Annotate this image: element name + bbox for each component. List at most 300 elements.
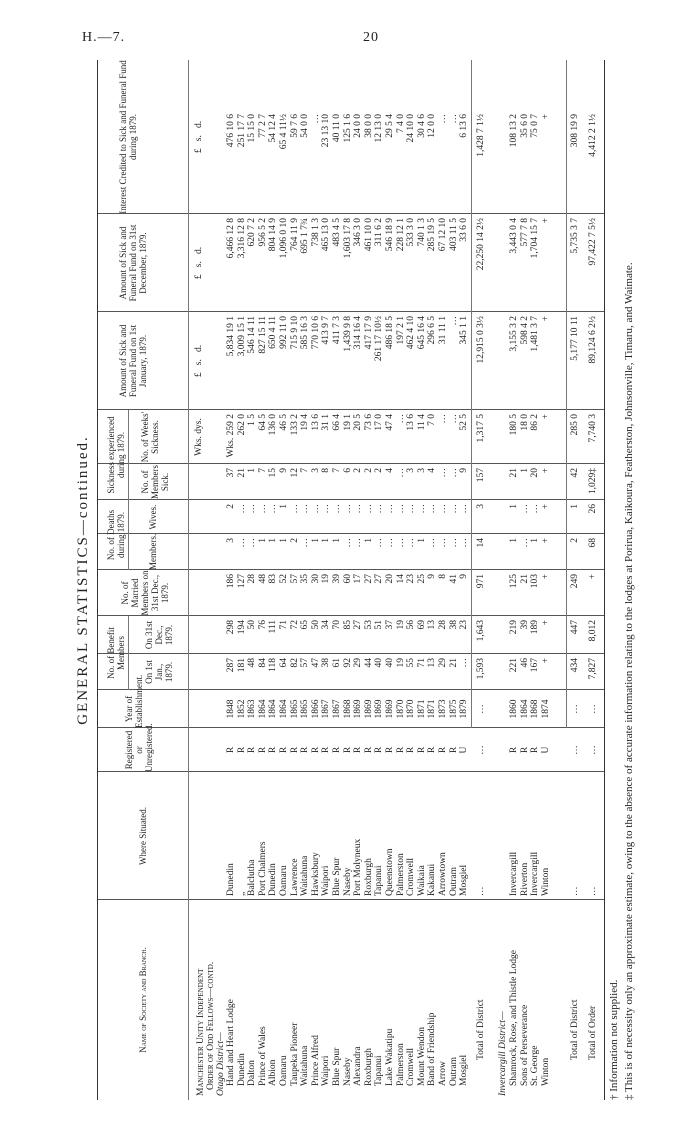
row-name: Alexandra (353, 1046, 364, 1086)
table-cell: … (395, 538, 406, 548)
table-cell: 311 6 2 (374, 218, 385, 247)
table-cell: 486 18 5 (385, 316, 395, 350)
table-cell: 37 (226, 468, 236, 478)
table-cell: 14 (476, 538, 486, 548)
table-cell: + (588, 574, 598, 580)
table-cell: 40 (374, 658, 385, 668)
table-cell: 3,155 3 2 (509, 316, 519, 352)
table-cell: R (448, 746, 459, 754)
table-cell: 22,250 14 2½ (476, 218, 486, 271)
table-cell: 483 4 5 (332, 218, 342, 247)
table-cell: … (519, 538, 530, 548)
table-cell: 1867 (321, 699, 332, 719)
table-cell: 54 0 0 (300, 114, 311, 138)
table-cell: 1,603 17 8 (342, 218, 353, 259)
table-cell: 31 1 (321, 414, 332, 431)
table-cell: + (540, 504, 551, 510)
table-cell: R (342, 746, 353, 754)
table-cell: 577 7 8 (519, 218, 530, 247)
table-cell: 411 7 3 (332, 316, 342, 345)
table-cell: 56 (406, 620, 417, 630)
table-cell: 23 (406, 574, 417, 584)
table-cell: 30 (310, 574, 321, 584)
table-cell: 3 (406, 468, 417, 473)
row-name: Palmerston (395, 1043, 406, 1086)
table-cell: 6,466 12 8 (226, 218, 236, 259)
table-cell: 75 0 7 (530, 114, 541, 138)
table-cell: … (438, 468, 448, 478)
table-cell: 73 6 (363, 414, 374, 431)
header-interest: Interest Credited to Sick and Funeral Fund during 1879. (118, 60, 138, 214)
table-cell: 7 (300, 468, 311, 473)
table-cell: Cromwell (406, 858, 417, 896)
table-cell: … (300, 504, 311, 514)
row-name: Prince Alfred (310, 1035, 321, 1086)
table-cell: 1,029‡ (588, 468, 598, 495)
row-name: Tapanui (374, 1055, 385, 1086)
table-cell: R (374, 746, 385, 754)
table-cell: … (476, 745, 486, 755)
table-cell: … (438, 414, 448, 424)
table-cell: 20 5 (353, 414, 364, 431)
table-cell: 1 (279, 538, 289, 543)
table-cell: … (570, 704, 580, 714)
table-cell: 346 3 0 (353, 218, 364, 247)
table-cell: 1864 (519, 699, 530, 719)
header-year: Year of Establishment. (124, 674, 144, 728)
table-cell: … (300, 538, 311, 548)
table-cell: … (385, 538, 395, 548)
table-cell: 27 (374, 574, 385, 584)
table-cell: Naseby (342, 867, 353, 896)
footnotes (607, 60, 637, 1100)
table-cell: 71 (279, 620, 289, 630)
society-name: Manchester Unity Independent (196, 968, 206, 1096)
table-cell: 1,643 (476, 620, 486, 642)
table-cell: 298 (226, 620, 236, 635)
table-cell: R (438, 746, 448, 754)
table-cell: 6 (342, 468, 353, 473)
row-name: Lake Wakatipu (385, 1028, 395, 1086)
table-cell: 1865 (289, 699, 300, 719)
table-cell: 764 11 9 (289, 218, 300, 251)
table-cell: Winton (540, 867, 551, 896)
unit-weeks: Wks. dys. (194, 418, 204, 456)
table-cell: 1867 (332, 699, 342, 719)
row-name: Taupeka Pioneer (289, 1022, 300, 1086)
table-cell: … (321, 504, 332, 514)
total-rule (471, 60, 472, 728)
table-cell: 19 1 (342, 414, 353, 431)
table-cell: + (540, 114, 551, 120)
table-cell: + (540, 538, 551, 544)
table-cell: 2 (226, 504, 236, 509)
table-cell: 40 (385, 658, 395, 668)
table-cell: 50 (310, 620, 321, 630)
table-cell: 31 11 1 (438, 316, 448, 345)
table-cell: 345 1 1 (459, 316, 470, 345)
row-name: Naseby (342, 1057, 353, 1086)
table-cell: … (476, 704, 486, 714)
table-cell: 82 (289, 658, 300, 668)
table-cell: 740 1 3 (416, 218, 427, 247)
table-cell: U (540, 746, 551, 754)
row-name: Dunedin (236, 1053, 247, 1086)
table-cell: 55 (406, 658, 417, 668)
table-cell: Riverton (519, 862, 530, 896)
table-cell: 59 7 6 (289, 114, 300, 138)
table-cell: … (459, 504, 470, 514)
table-cell: … (448, 538, 459, 548)
table-cell: … (448, 316, 459, 326)
statistics-table (97, 60, 605, 1100)
table-cell: 40 11 0 (332, 114, 342, 143)
table-cell: 3 (226, 538, 236, 543)
table-cell: R (519, 746, 530, 754)
table-cell: 219 (509, 620, 519, 635)
row-name: Outram (448, 1056, 459, 1086)
header-name: Name of Society and Branch. (138, 947, 148, 1053)
table-cell: 3,009 15 1 (236, 316, 247, 357)
table-cell: 47 4 (385, 414, 395, 431)
table-cell: R (257, 746, 268, 754)
table-cell: R (247, 746, 258, 754)
table-cell: 7,827 (588, 658, 598, 680)
table-cell: 23 13 10 (321, 114, 332, 148)
table-cell: 434 (570, 658, 580, 673)
table-cell: 3 (310, 468, 321, 473)
table-cell: 29 (353, 658, 364, 668)
table-cell: R (406, 746, 417, 754)
table-cell: 167 (530, 658, 541, 673)
table-cell: Waitahuna (300, 855, 311, 896)
table-cell: 1869 (363, 699, 374, 719)
table-cell: … (385, 504, 395, 514)
row-name: Total of Order (588, 1005, 598, 1060)
table-cell: 1,428 7 1½ (476, 114, 486, 157)
header-fund-jan: Amount of Sick and Funeral Fund on 1st January, 1879. (118, 324, 148, 398)
row-name: Prince of Wales (257, 1026, 268, 1086)
table-cell: … (588, 704, 598, 714)
table-cell: Invercargill (509, 851, 519, 896)
header-sick-weeks: No. of Weeks' Sickness. (140, 411, 160, 463)
table-cell: 804 14 9 (268, 218, 279, 252)
table-cell: … (406, 538, 417, 548)
header-sickness: Sickness experienced during 1879. (106, 416, 126, 494)
table-cell: 29 (438, 658, 448, 668)
table-cell: 111 (268, 620, 279, 634)
table-cell: … (448, 114, 459, 124)
table-cell: 1871 (427, 699, 438, 719)
page-left-header: H.—7. (82, 30, 126, 45)
table-cell: 533 3 0 (406, 218, 417, 247)
unit-lsd: £ s. d. (194, 120, 204, 154)
table-cell: … (438, 504, 448, 514)
table-cell: 314 16 4 (353, 316, 364, 350)
table-cell: 35 (300, 574, 311, 584)
row-name: Dalton (247, 1060, 258, 1086)
table-cell: 1 (332, 538, 342, 543)
row-name: Shamrock, Rose, and Thistle Lodge (509, 950, 519, 1086)
table-cell: Kakanui (427, 863, 438, 896)
table-cell: 180 5 (509, 414, 519, 436)
table-cell: 61 (332, 658, 342, 668)
footnote-dagger: † Information not supplied. (608, 979, 620, 1100)
table-cell: 57 (289, 574, 300, 584)
table-cell: 1848 (226, 699, 236, 719)
table-cell: 13 (427, 658, 438, 668)
table-cell: 83 (268, 574, 279, 584)
table-cell: 262 0 (236, 414, 247, 436)
table-cell: 546 18 9 (385, 218, 395, 252)
row-name: Band of Friendship (427, 1012, 438, 1086)
table-cell: Oamaru (279, 865, 289, 896)
header-rule (188, 60, 189, 1100)
table-cell: … (448, 414, 459, 424)
table-cell: 35 6 0 (519, 114, 530, 138)
table-cell: R (226, 746, 236, 754)
table-cell: 12 13 0 (374, 114, 385, 143)
table-cell: 2 (374, 468, 385, 473)
table-cell: 13 (427, 620, 438, 630)
table-cell: 1873 (438, 699, 448, 719)
table-cell: 1 (530, 538, 541, 543)
row-name: Mosgiel (459, 1054, 470, 1086)
table-cell: … (476, 886, 486, 896)
table-cell: R (363, 746, 374, 754)
table-cell: 695 1 7¾ (300, 218, 311, 254)
header-benefit-members: No. of Benefit Members (106, 627, 126, 679)
table-cell: 650 4 11 (268, 316, 279, 349)
table-cell: 46 5 (279, 414, 289, 431)
society-name-cont: Order of Odd Fellows—contd. (206, 961, 216, 1090)
table-cell: R (332, 746, 342, 754)
table-cell: Dunedin (226, 863, 236, 896)
table-cell: 296 6 5 (427, 316, 438, 345)
table-cell: … (332, 504, 342, 514)
table-cell: 1 (570, 504, 580, 509)
table-cell: 1869 (374, 699, 385, 719)
table-cell: 13 6 (406, 414, 417, 431)
table-cell: R (427, 746, 438, 754)
table-cell: … (438, 114, 448, 124)
table-cell: 12,915 0 3½ (476, 316, 486, 364)
table-cell: 8,012 (588, 620, 598, 642)
table-cell: 1860 (509, 699, 519, 719)
table-cell: 17 (353, 574, 364, 584)
table-cell: 1868 (342, 699, 353, 719)
header-registered: Registered or Unregistered. (124, 723, 154, 772)
table-cell: … (588, 886, 598, 896)
table-cell: 1868 (530, 699, 541, 719)
table-cell: 19 (395, 658, 406, 668)
table-cell: 157 (476, 468, 486, 483)
table-cell: 50 (247, 620, 258, 630)
table-cell: R (321, 746, 332, 754)
table-cell: 11 4 (416, 414, 427, 431)
table-cell: 1875 (448, 699, 459, 719)
table-cell: 3,443 0 4 (509, 218, 519, 254)
table-cell: 956 5 2 (257, 218, 268, 247)
table-cell: 28 (247, 574, 258, 584)
table-cell: R (289, 746, 300, 754)
table-cell: … (374, 538, 385, 548)
table-cell: 417 17 9 (363, 316, 374, 350)
table-cell: 29 5 4 (385, 114, 395, 138)
table-cell: 287 (226, 658, 236, 673)
table-cell: … (310, 114, 321, 124)
table-cell: 189 (530, 620, 541, 635)
group-rule (128, 616, 129, 690)
table-cell: … (353, 504, 364, 514)
table-cell: 1,704 15 7 (530, 218, 541, 259)
table-cell: 770 10 6 (310, 316, 321, 350)
table-cell: … (406, 504, 417, 514)
table-cell: 34 (321, 620, 332, 630)
table-cell: 92 (342, 658, 353, 668)
table-cell: 60 (342, 574, 353, 584)
table-cell: 71 (416, 658, 427, 668)
table-cell: 64 5 (257, 414, 268, 431)
row-name: Arrow (438, 1061, 448, 1086)
table-cell: … (342, 538, 353, 548)
table-cell: … (416, 504, 427, 514)
table-cell: 1870 (395, 699, 406, 719)
table-cell: 19 4 (300, 414, 311, 431)
row-name: Waipori (321, 1055, 332, 1086)
header-where: Where Situated. (138, 807, 148, 865)
table-cell: 1 (247, 468, 258, 473)
row-name: Oamaru (279, 1055, 289, 1086)
table-cell: … (427, 538, 438, 548)
table-cell: 18 0 (519, 414, 530, 431)
table-cell: Palmerston (395, 853, 406, 896)
table-cell: 15 (268, 468, 279, 478)
table-cell: 9 (459, 468, 470, 473)
table-cell: 103 (530, 574, 541, 589)
table-cell: 125 1 6 (342, 114, 353, 143)
table-cell: 133 2 (289, 414, 300, 436)
table-cell: Waipori (321, 865, 332, 896)
table-cell: 476 10 6 (226, 114, 236, 148)
table-cell: 2 (353, 468, 364, 473)
row-name: Total of District (570, 999, 580, 1060)
table-cell: 21 (448, 658, 459, 668)
table-cell: 1874 (540, 699, 551, 719)
header-fund-dec: Amount of Sick and Funeral Fund on 31st December, 1879. (118, 224, 148, 302)
table-cell: … (395, 414, 406, 424)
table-cell: 1,096 0 10 (279, 218, 289, 259)
table-cell: 47 (310, 658, 321, 668)
table-cell: Arrowtown (438, 852, 448, 896)
row-name: Roxburgh (363, 1048, 374, 1086)
table-cell: … (363, 504, 374, 514)
table-cell: Port Molyneux (353, 838, 364, 896)
table-cell: 3,316 12 8 (236, 218, 247, 259)
table-cell: 1 (509, 504, 519, 509)
row-name: Waitahuna (300, 1045, 311, 1086)
table-cell: R (310, 746, 321, 754)
table-cell: 27 (353, 620, 364, 630)
table-cell: … (459, 658, 470, 668)
table-cell: 41 (448, 574, 459, 584)
table-cell: 38 (321, 658, 332, 668)
table-cell: 84 (257, 658, 268, 668)
table-cell: … (395, 504, 406, 514)
row-name: Cromwell (406, 1048, 417, 1086)
header-benefit-jan: On 1st Jan., 1879. (144, 660, 174, 684)
table-cell: … (588, 745, 598, 755)
table-cell: 64 (279, 658, 289, 668)
table-cell: 33 6 0 (459, 218, 470, 242)
table-cell: 108 13 2 (509, 114, 519, 148)
table-cell: 51 (374, 620, 385, 630)
table-cell: 57 (300, 658, 311, 668)
table-cell: 19 (321, 574, 332, 584)
table-cell: Wks. 259 2 (226, 414, 236, 458)
table-cell: 28 (438, 620, 448, 630)
table-cell: 42 (570, 468, 580, 478)
table-cell: 3 (416, 468, 427, 473)
table-cell: 1 (257, 538, 268, 543)
table-cell: 23 (459, 620, 470, 630)
table-cell: + (540, 218, 551, 224)
table-cell: 228 12 1 (395, 218, 406, 252)
table-cell: 1870 (406, 699, 417, 719)
table-cell: 4 (385, 468, 395, 473)
table-cell: 465 13 0 (321, 218, 332, 252)
table-cell: 21 (519, 574, 530, 584)
table-cell: 546 14 11 (247, 316, 258, 354)
row-name: St. George (530, 1045, 541, 1086)
table-cell: 2 (363, 468, 374, 473)
table-cell: 447 (570, 620, 580, 635)
table-cell: R (268, 746, 279, 754)
table-cell: 251 17 7 (236, 114, 247, 148)
table-cell: 1871 (416, 699, 427, 719)
table-cell: 738 1 3 (310, 218, 321, 247)
table-cell: … (530, 504, 541, 514)
table-cell: Blue Spur (332, 857, 342, 896)
table-cell: Queenstown (385, 848, 395, 896)
table-cell: 645 16 4 (416, 316, 427, 350)
table-cell: 136 0 (268, 414, 279, 436)
table-cell: 86 2 (530, 414, 541, 431)
table-cell: 69 (416, 620, 427, 630)
table-cell: 261 17 10½ (374, 316, 385, 362)
table-cell: 37 (385, 620, 395, 630)
table-cell: 1866 (310, 699, 321, 719)
table-cell: 12 (289, 468, 300, 478)
header-deaths-members: Members. (148, 533, 158, 570)
table-cell: … (268, 504, 279, 514)
table-cell: 194 (236, 620, 247, 635)
table-cell: 461 10 0 (363, 218, 374, 252)
table-cell: 68 (588, 538, 598, 548)
table-cell: 9 (427, 574, 438, 579)
unit-lsd: £ s. d. (194, 344, 204, 378)
table-cell: … (448, 504, 459, 514)
table-cell: 1 (363, 538, 374, 543)
table-cell: 20 (530, 468, 541, 478)
district-label: Otago District— (216, 1032, 226, 1096)
table-cell: Waikaia (416, 865, 427, 896)
table-cell: 1864 (279, 699, 289, 719)
table-cell: R (509, 746, 519, 754)
table-cell: … (247, 504, 258, 514)
table-cell: 2 (570, 538, 580, 543)
table-title: GENERAL STATISTICS—continued. (75, 435, 91, 725)
